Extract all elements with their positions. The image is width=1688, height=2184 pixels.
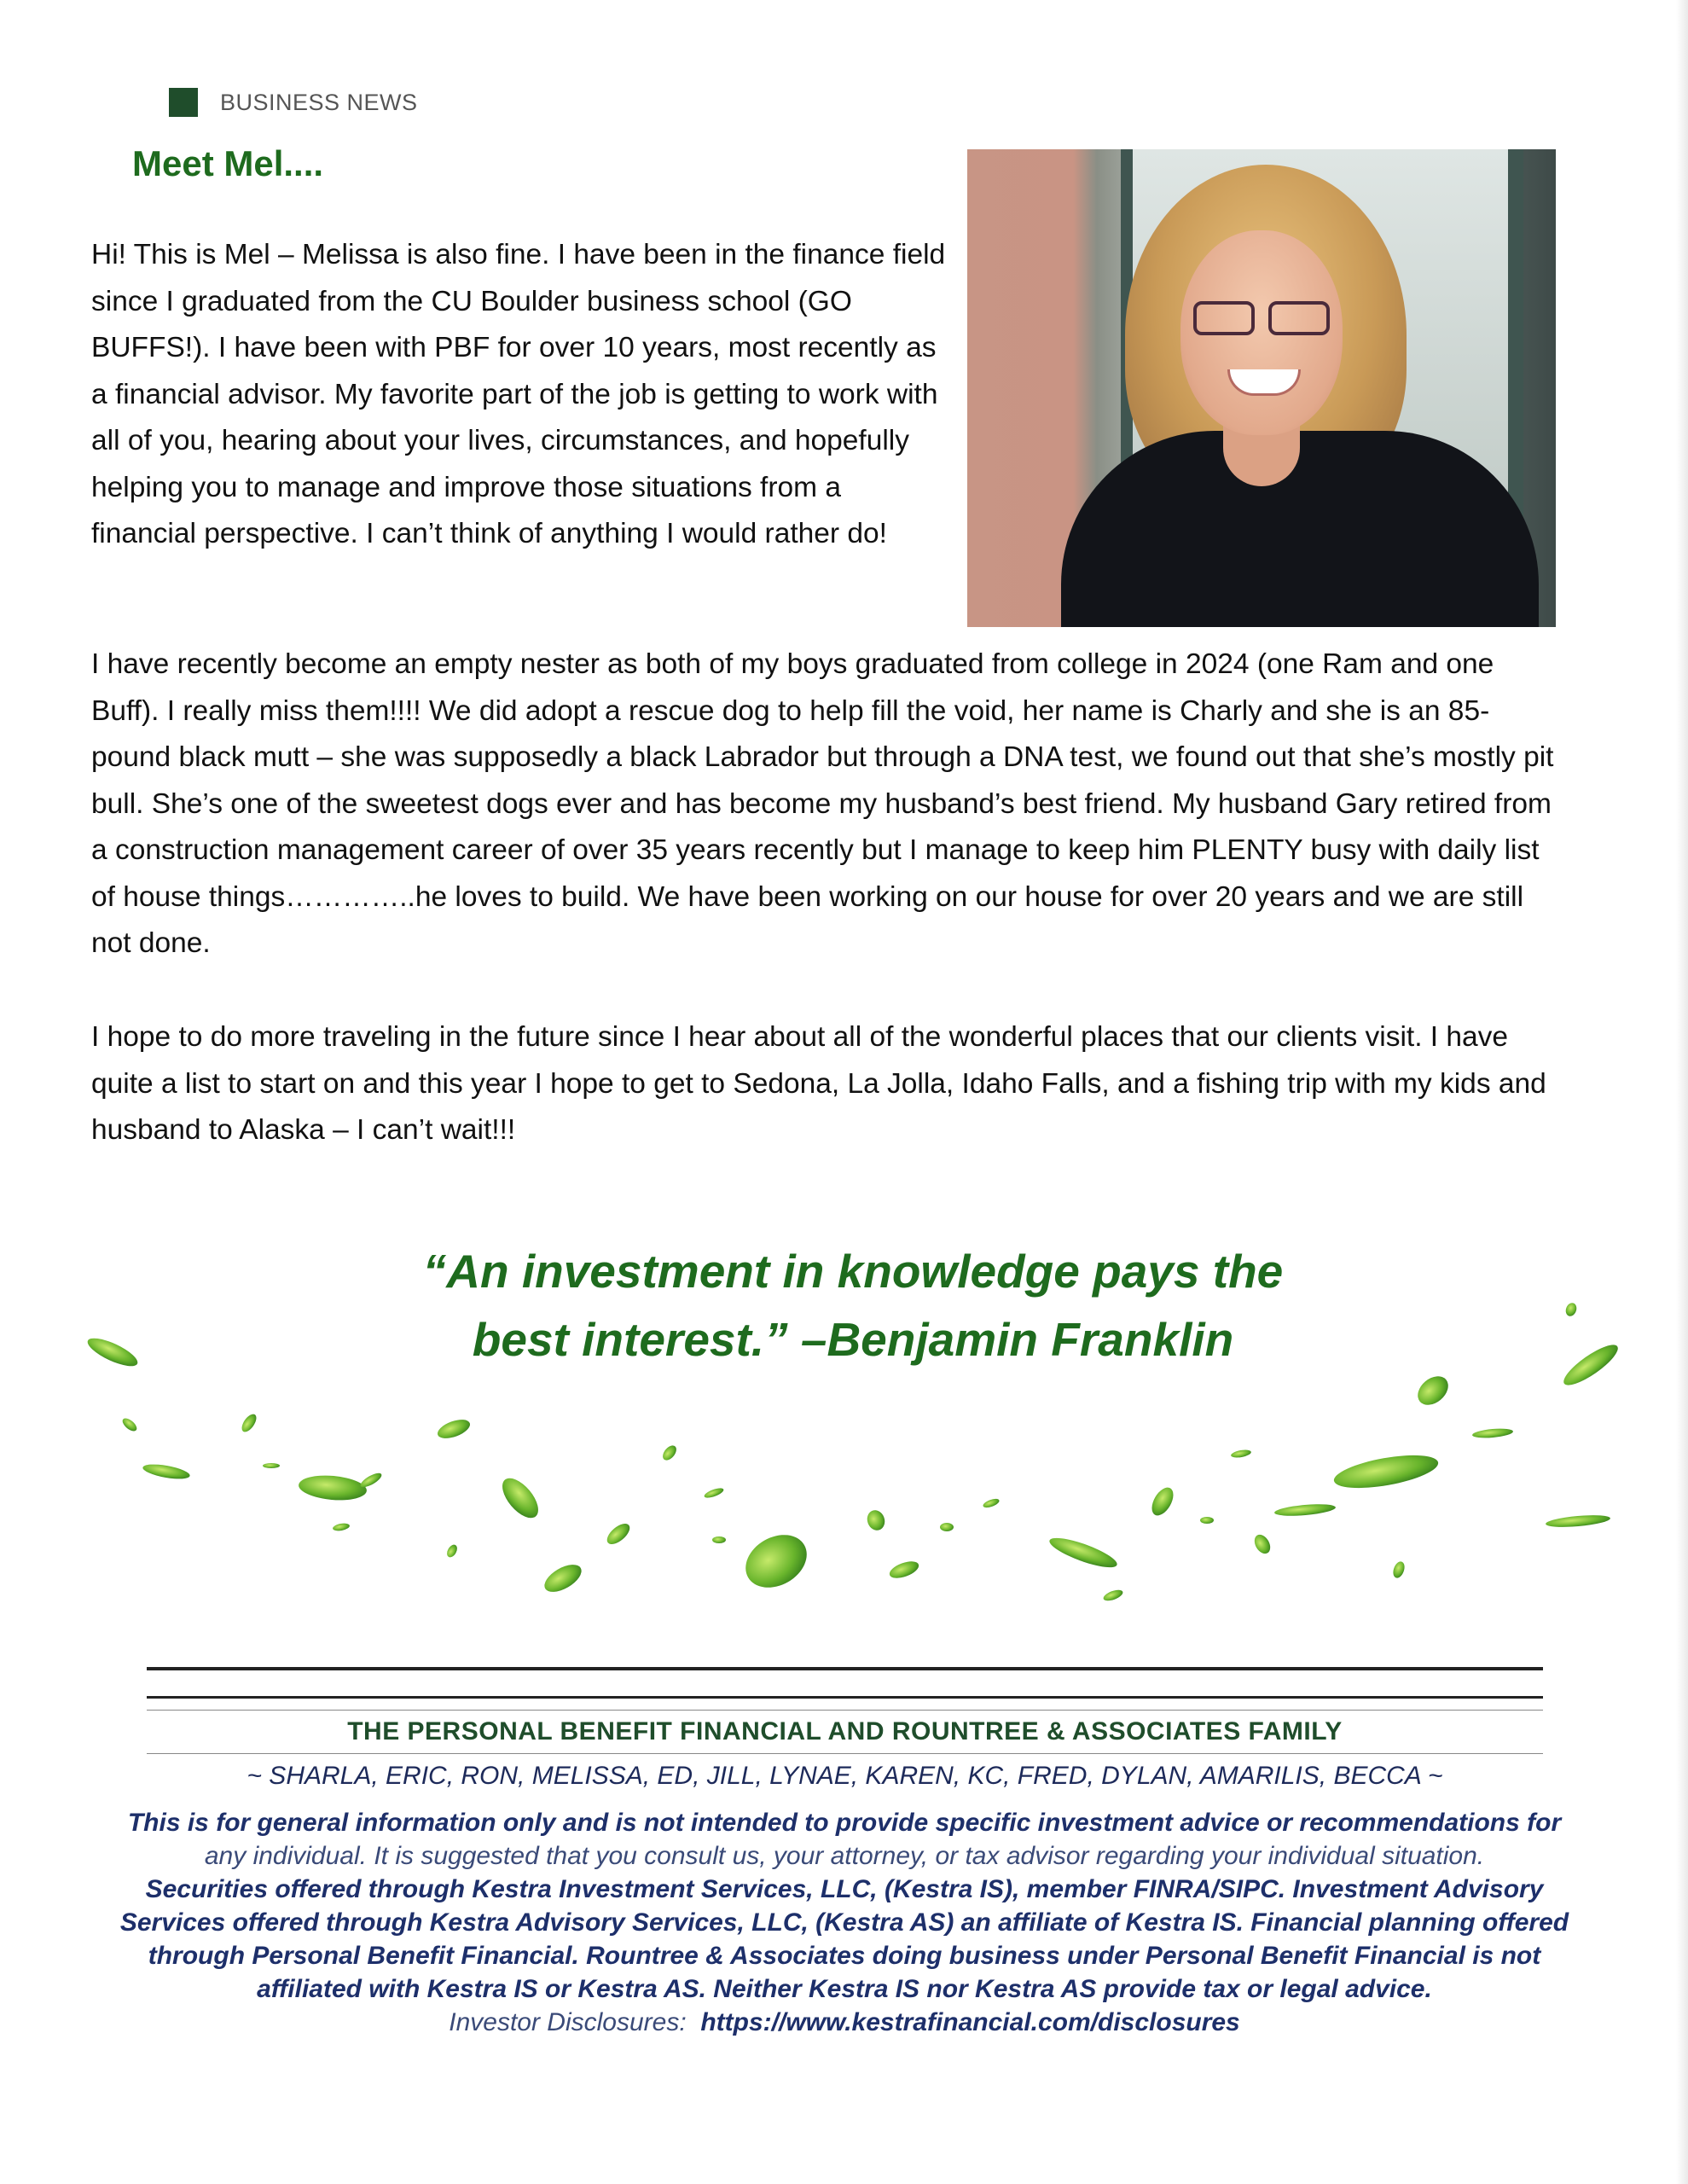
article-paragraph-1: Hi! This is Mel – Melissa is also fine. I have been in the finance field since I graduated from the CU Boulder business school (GO BUFFS!). I have been with PBF for over 10 years, most recently as a financial advisor. My favorite part of the job is getting to work with all of you, hearing about your lives, circumstances, and hopefully helping you to manage and improve those situations from a financial perspective. I can’t think of anything I would rather do! — [91, 239, 946, 549]
disclosure-line-4: affiliated with Kestra IS or Kestra AS. Neither Kestra IS nor Kestra AS provide tax or legal advice. — [257, 1975, 1432, 2003]
investor-disclosures-link[interactable]: https://www.kestrafinancial.com/disclosures — [700, 2008, 1240, 2036]
disclaimer-line-1: This is for general information only and is not intended to provide specific investment advice or recommendations for — [127, 1809, 1562, 1837]
family-title: THE PERSONAL BENEFIT FINANCIAL AND ROUNTREE & ASSOCIATES FAMILY — [347, 1717, 1343, 1745]
disclaimer-line-2: any individual. It is suggested that you consult us, your attorney, or tax advisor regarding your individual situation. — [204, 1842, 1485, 1870]
portrait-photo — [967, 149, 1556, 627]
investor-disclosures-line — [119, 2006, 1569, 2039]
family-title-underline-top — [147, 1710, 1543, 1711]
family-title-underline-bottom — [147, 1753, 1543, 1754]
quote — [256, 1237, 1450, 1374]
section-marker-icon — [169, 88, 198, 117]
quote-line-2: best interest.” –Benjamin Franklin — [472, 1313, 1234, 1366]
staff-names: ~ SHARLA, ERIC, RON, MELISSA, ED, JILL, LYNAE, KAREN, KC, FRED, DYLAN, AMARILIS, BECCA ~ — [247, 1762, 1443, 1790]
article-paragraph-2: I have recently become an empty nester as both of my boys graduated from college in 2024 (one Ram and one Buff). I really miss them!!!! We did adopt a rescue dog to help fill the void, her name is Charly and she is an 85-pound black mutt – she was supposedly a black Labrador but through a DNA test, we found out that she’s mostly pit bull. She’s one of the sweetest dogs ever and has become my husband’s best friend. My husband Gary retired from a construction management career of over 35 years recently but I manage to keep him PLENTY busy with daily list of house things…………..he loves to build. We have been working on our house for over 20 years and we are still not done. — [91, 648, 1554, 959]
disclosure-line-2: Services offered through Kestra Advisory Services, LLC, (Kestra AS) an affiliate of Kestra IS. Financial planning offered — [119, 1908, 1569, 1937]
section-label: BUSINESS NEWS — [220, 89, 418, 115]
page-edge-shadow — [1676, 0, 1688, 2184]
quote-line-1: “An investment in knowledge pays the — [422, 1245, 1284, 1298]
section-tag — [169, 88, 418, 117]
disclosure-line-3: through Personal Benefit Financial. Rountree & Associates doing business under Personal Benefit Financial is not — [148, 1942, 1541, 1970]
article-title: Meet Mel.... — [132, 143, 324, 183]
article-paragraph-3: I hope to do more traveling in the future since I hear about all of the wonderful places that our clients visit. I have quite a list to start on and this year I hope to get to Sedona, La Jolla, Idaho Falls, and a fishing trip with my kids and husband to Alaska – I can’t wait!!! — [91, 1021, 1546, 1146]
disclosure-line-1: Securities offered through Kestra Investment Services, LLC, (Kestra IS), member FINRA/SIPC. Investment Advisory — [145, 1875, 1544, 1903]
footer-divider-top — [147, 1667, 1543, 1670]
legal-disclaimer — [119, 1806, 1569, 2039]
footer-divider-bottom — [147, 1696, 1543, 1699]
investor-disclosures-label: Investor Disclosures: — [449, 2008, 687, 2036]
